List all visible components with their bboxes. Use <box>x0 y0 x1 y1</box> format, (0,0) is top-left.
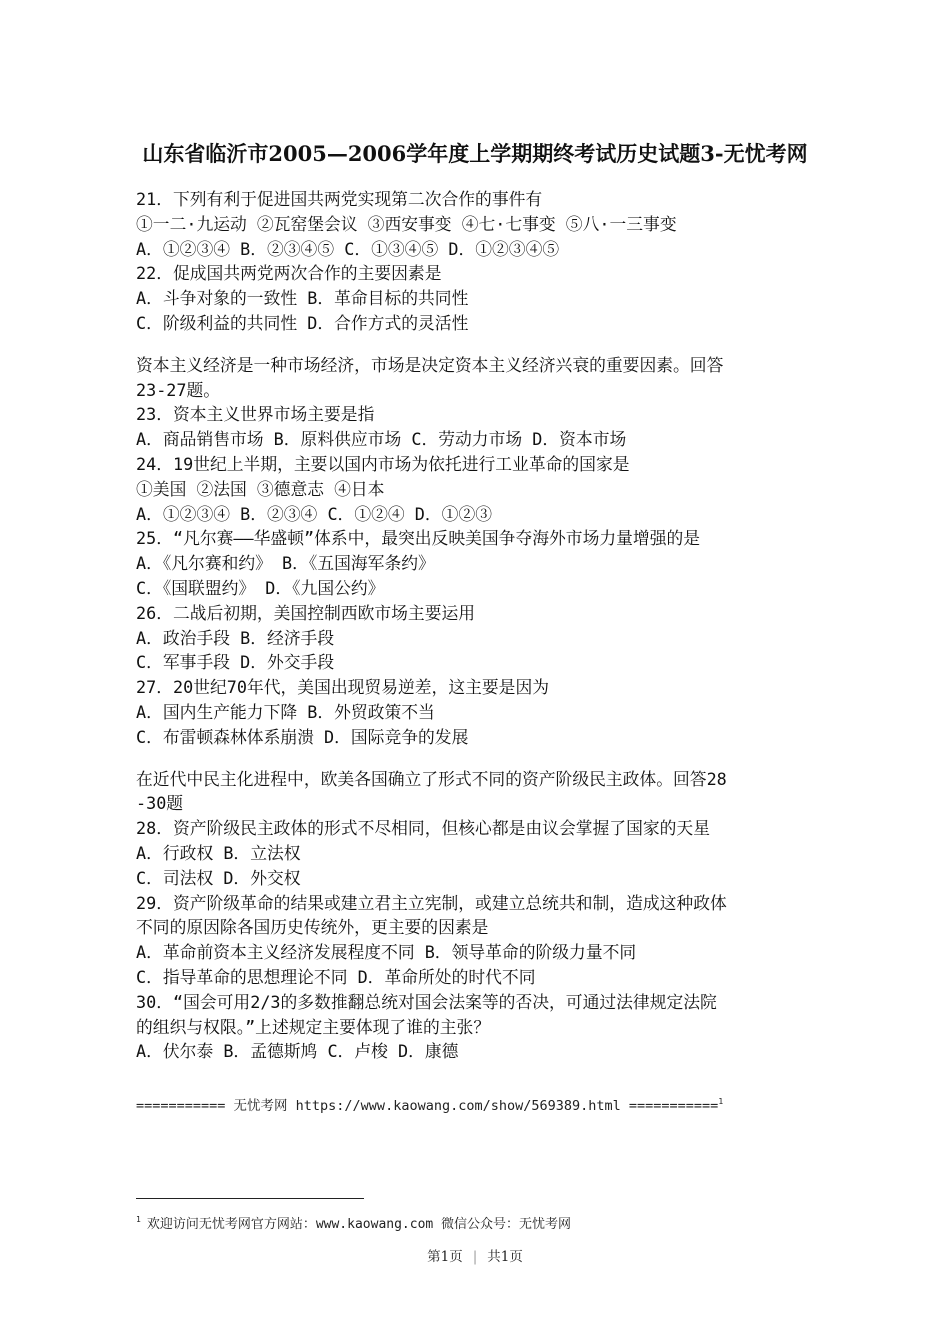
text-line: C．指导革命的思想理论不同 D．革命所处的时代不同 <box>136 966 536 987</box>
text-line: 不同的原因除各国历史传统外，更主要的因素是 <box>136 917 489 938</box>
text-line: 22．促成国共两党两次合作的主要因素是 <box>136 263 442 284</box>
text-line: A．行政权 B．立法权 <box>136 842 301 863</box>
text-line: ①一二·九运动 ②瓦窑堡会议 ③西安事变 ④七·七事变 ⑤八·一三事变 <box>136 213 677 234</box>
text-line: 25．“凡尔赛——华盛顿”体系中，最突出反映美国争夺海外市场力量增强的是 <box>136 528 701 549</box>
page-current: 第1页 <box>427 1249 463 1265</box>
text-line: C．布雷顿森林体系崩溃 D．国际竞争的发展 <box>136 726 469 747</box>
text-line: A．商品销售市场 B．原料供应市场 C．劳动力市场 D．资本市场 <box>136 429 627 450</box>
footnote-mark: 1 <box>136 1215 141 1224</box>
page-number <box>0 1247 950 1267</box>
text-line: A．①②③④ B．②③④⑤ C．①③④⑤ D．①②③④⑤ <box>136 238 560 259</box>
question-block-23-27 <box>136 353 816 750</box>
document-body <box>136 187 816 1064</box>
footnote-divider <box>136 1198 364 1199</box>
page-title: 山东省临沂市2005—2006学年度上学期期终考试历史试题3-无忧考网 <box>142 141 808 166</box>
source-separator <box>136 1093 723 1115</box>
page-total: 共1页 <box>487 1249 523 1265</box>
text-line: 23-27题。 <box>136 379 221 400</box>
text-line: ①美国 ②法国 ③德意志 ④日本 <box>136 478 385 499</box>
text-line: C．《国联盟约》 D．《九国公约》 <box>136 577 385 598</box>
text-line: C．阶级利益的共同性 D．合作方式的灵活性 <box>136 312 469 333</box>
source-separator-text: =========== 无忧考网 https://www.kaowang.com/show/569389.html =========== <box>136 1098 719 1114</box>
text-line: C．军事手段 D．外交手段 <box>136 652 335 673</box>
text-line: A．革命前资本主义经济发展程度不同 B．领导革命的阶级力量不同 <box>136 942 637 963</box>
text-line: A．伏尔泰 B．孟德斯鸠 C．卢梭 D．康德 <box>136 1041 459 1062</box>
text-line: 23．资本主义世界市场主要是指 <box>136 404 375 425</box>
text-line: 在近代中民主化进程中，欧美各国确立了形式不同的资产阶级民主政体。回答28 <box>136 768 727 789</box>
text-line: 资本主义经济是一种市场经济，市场是决定资本主义经济兴衰的重要因素。回答 <box>136 354 724 375</box>
text-line: -30题 <box>136 793 184 814</box>
footnote-reference: 1 <box>718 1097 724 1106</box>
text-line: 28．资产阶级民主政体的形式不尽相同，但核心都是由议会掌握了国家的天星 <box>136 818 710 839</box>
text-line: 27．20世纪70年代，美国出现贸易逆差，这主要是因为 <box>136 677 550 698</box>
page-separator: | <box>472 1249 478 1265</box>
text-line: 的组织与权限。”上述规定主要体现了谁的主张？ <box>136 1016 491 1037</box>
text-line: 29．资产阶级革命的结果或建立君主立宪制，或建立总统共和制，造成这种政体 <box>136 892 727 913</box>
text-line: 21．下列有利于促进国共两党实现第二次合作的事件有 <box>136 189 543 209</box>
text-line: A．①②③④ B．②③④ C．①②④ D．①②③ <box>136 503 493 524</box>
text-line: A．政治手段 B．经济手段 <box>136 627 335 648</box>
paragraph-gap <box>136 336 816 353</box>
text-line: A．国内生产能力下降 B．外贸政策不当 <box>136 701 435 722</box>
text-line: 24．19世纪上半期，主要以国内市场为依托进行工业革命的国家是 <box>136 453 630 474</box>
text-line: A．斗争对象的一致性 B．革命目标的共同性 <box>136 288 469 309</box>
question-block-28-30 <box>136 767 816 1065</box>
text-line: C．司法权 D．外交权 <box>136 867 301 888</box>
text-line: A．《凡尔赛和约》 B．《五国海军条约》 <box>136 553 435 574</box>
text-line: 30．“国会可用2/3的多数推翻总统对国会法案等的否决，可通过法律规定法院 <box>136 991 717 1012</box>
footnote-text: 欢迎访问无忧考网官方网站：www.kaowang.com 微信公众号：无忧考网 <box>146 1217 572 1232</box>
paragraph-gap <box>136 750 816 767</box>
text-line: 26．二战后初期，美国控制西欧市场主要运用 <box>136 602 476 623</box>
question-block-21-22 <box>136 187 816 336</box>
footnote <box>136 1211 571 1234</box>
